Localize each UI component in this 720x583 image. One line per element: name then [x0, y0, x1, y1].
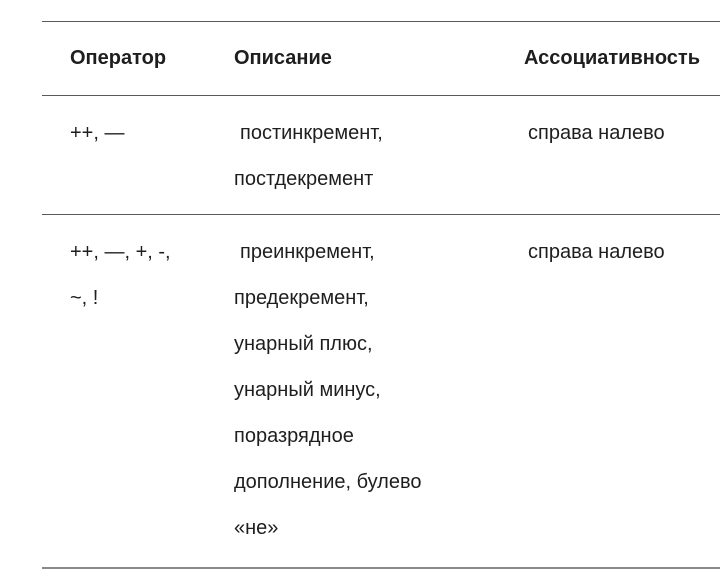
operator-line: ++, —, +, -, — [70, 241, 171, 263]
row-divider — [42, 214, 720, 215]
description-line: постдекремент — [234, 168, 374, 190]
header-operator: Оператор — [70, 47, 167, 69]
row-1-description — [234, 110, 383, 202]
row-2-description — [234, 229, 422, 551]
operators-table — [42, 0, 720, 583]
description-line: «не» — [234, 517, 279, 539]
description-line: преинкремент, — [240, 241, 375, 263]
description-line: унарный плюс, — [234, 333, 373, 355]
description-line: унарный минус, — [234, 379, 381, 401]
table-top-rule — [42, 21, 720, 22]
operator-line: ++, — — [70, 122, 125, 144]
row-1-operator — [70, 110, 124, 156]
header-description: Описание — [234, 47, 332, 69]
header-associativity: Ассоциативность — [524, 47, 700, 69]
row-1-associativity: справа налево — [528, 122, 665, 144]
description-line: предекремент, — [234, 287, 369, 309]
header-divider — [42, 95, 720, 96]
row-2-associativity: справа налево — [528, 241, 665, 263]
table-bottom-rule — [42, 567, 720, 569]
row-2-operator — [70, 229, 171, 321]
description-line: дополнение, булево — [234, 471, 422, 493]
description-line: поразрядное — [234, 425, 354, 447]
operator-line: ~, ! — [70, 287, 99, 309]
description-line: постинкремент, — [240, 122, 383, 144]
